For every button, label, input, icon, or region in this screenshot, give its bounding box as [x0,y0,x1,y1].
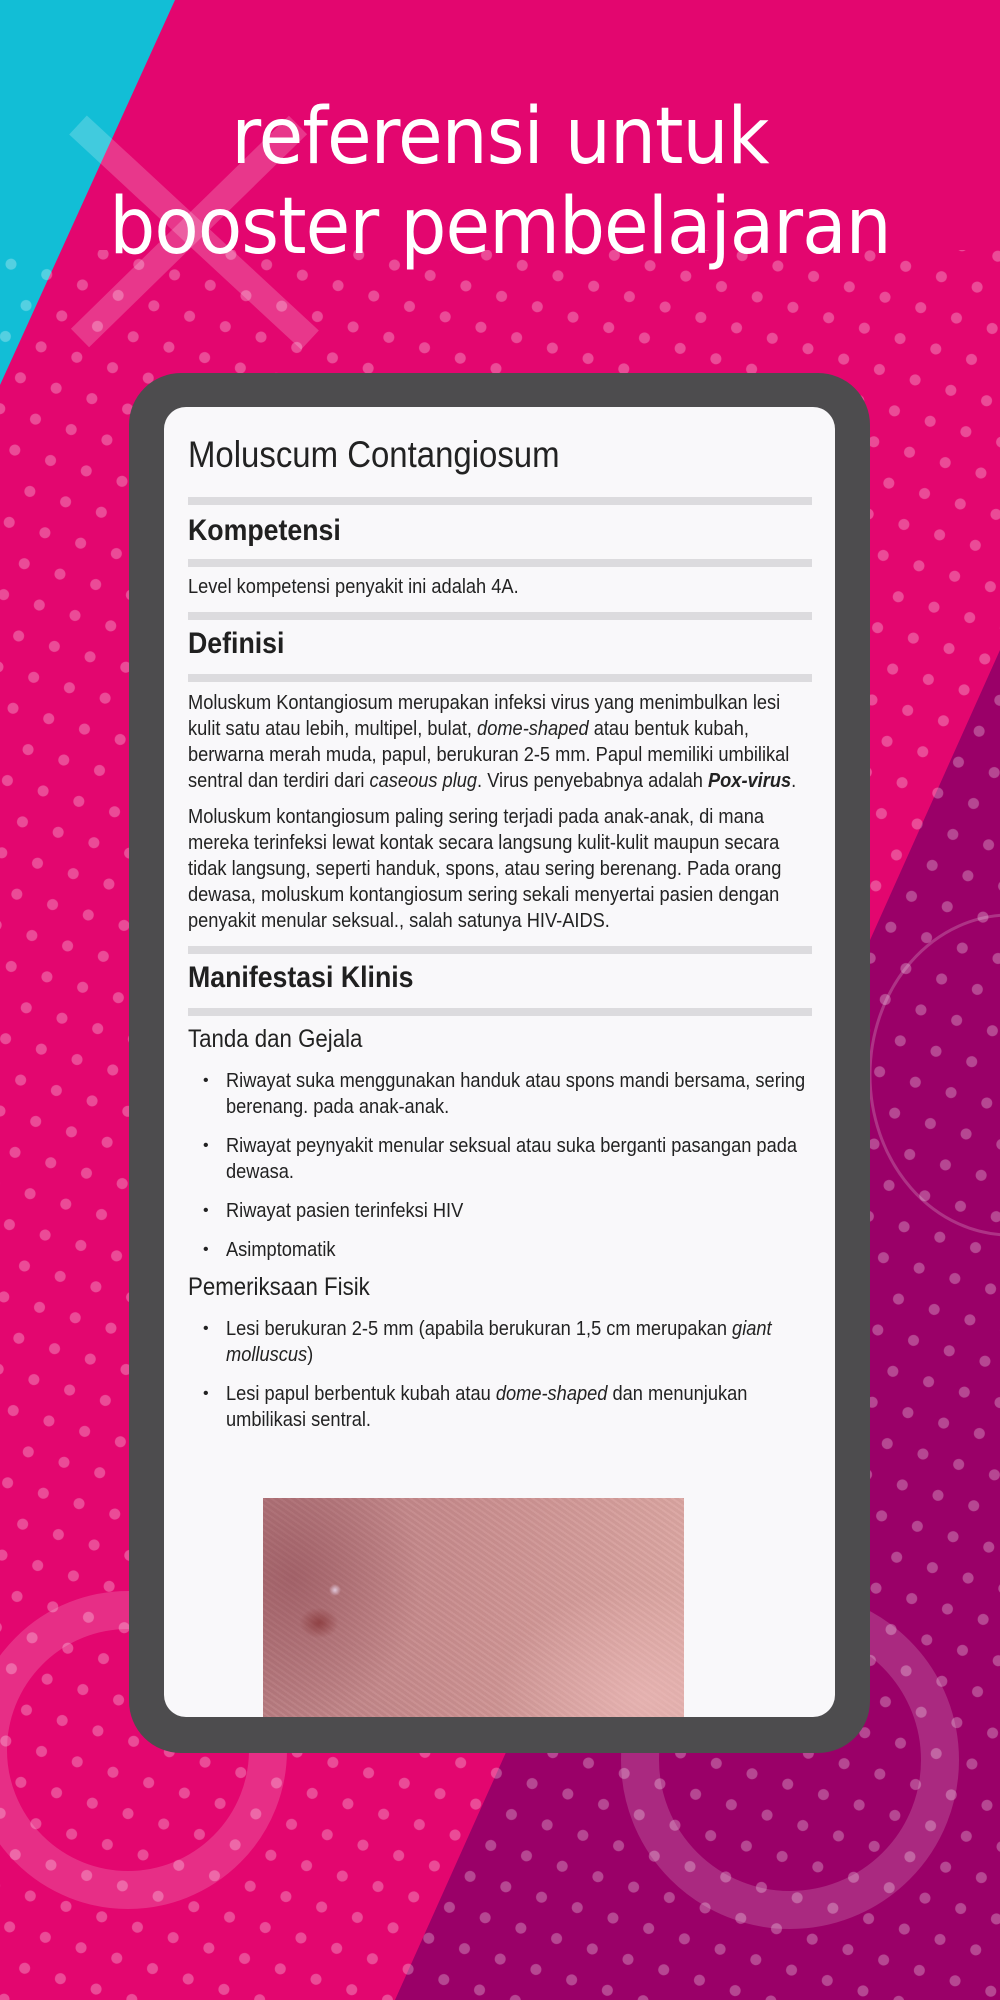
divider [188,497,812,505]
bullet-icon: • [203,1385,209,1402]
section-heading-definisi [188,626,812,662]
list-item [188,1381,812,1433]
subheading-tanda-gejala [188,1024,812,1054]
heading-text: Definisi [188,627,285,660]
list-item [188,1133,812,1185]
text-run: Moluskum Kontangiosum merupakan infeksi virus yang menimbulkan lesi kulit satu atau lebih, multipel, bulat, [188,691,781,740]
tanda-gejala-list [188,1068,812,1263]
list-item [188,1068,812,1120]
bullet-icon: • [203,1202,209,1219]
article-content [188,407,812,1446]
bullet-icon: • [203,1137,209,1154]
list-item-text: Asimptomatik [226,1238,336,1261]
bullet-icon: • [203,1241,209,1258]
headline-line-2: booster pembelajaran [109,182,891,272]
definisi-paragraph-2 [188,804,812,934]
phone-screen[interactable] [164,407,835,1717]
list-item-text: Riwayat suka menggunakan handuk atau spons mandi bersama, sering berenang. pada anak-anak. [226,1069,806,1118]
list-item-text: Riwayat peynyakit menular seksual atau suka berganti pasangan pada dewasa. [226,1134,798,1183]
skin-lesion-photo[interactable] [263,1498,684,1717]
text-run: . [791,769,797,792]
list-item-text: Riwayat pasien terinfeksi HIV [226,1199,464,1222]
definisi-paragraph-1 [188,690,812,794]
text-run: Lesi papul berbentuk kubah atau [226,1382,496,1405]
kompetensi-text [188,574,812,600]
subheading-pemeriksaan-fisik [188,1272,812,1302]
phone-frame [129,373,870,1753]
divider [188,559,812,567]
text-run: atau bentuk kubah, berwarna merah muda, papul, berukuran 2-5 mm. Papul memiliki umbilikal sentral dan terdiri dari [188,717,790,792]
list-item [188,1198,812,1224]
subheading-text: Pemeriksaan Fisik [188,1273,370,1301]
pemeriksaan-fisik-list [188,1316,812,1433]
section-heading-manifestasi [188,960,812,996]
paragraph-text: Moluskum kontangiosum paling sering terjadi pada anak-anak, di mana mereka terinfeksi lewat kontak secara langsung kulit-kulit maupun secara tidak langsung, seperti handuk, spons, atau sering berenang. Pada orang dewasa, moluskum kontangiosum sering sekali menyertai pasien dengan penyakit menular seksual., salah satunya HIV-AIDS. [188,805,782,932]
divider [188,1008,812,1016]
bullet-icon: • [203,1320,209,1337]
list-item [188,1316,812,1368]
headline-line-1: referensi untuk [231,92,769,182]
heading-text: Kompetensi [188,514,341,547]
divider [188,612,812,620]
section-heading-kompetensi [188,513,812,549]
article-title [188,433,812,477]
text-run: ) [307,1343,314,1366]
bold-italic-term: Pox-virus [707,769,792,792]
divider [188,946,812,954]
heading-text: Manifestasi Klinis [188,961,414,994]
bullet-icon: • [203,1072,209,1089]
text-run: . Virus penyebabnya adalah [477,769,708,792]
subheading-text: Tanda dan Gejala [188,1025,363,1053]
promo-headline [0,92,1000,272]
italic-term: caseous plug [369,769,478,792]
divider [188,674,812,682]
list-item [188,1237,812,1263]
article-title-text: Moluscum Contangiosum [188,434,560,475]
text-run: dan menunjukan umbilikasi sentral. [226,1382,748,1431]
text-run: Lesi berukuran 2-5 mm (apabila berukuran 1,5 cm merupakan [226,1317,733,1340]
italic-term: dome-shaped [477,717,589,740]
kompetensi-text-content: Level kompetensi penyakit ini adalah 4A. [188,575,519,598]
italic-term: giant molluscus [226,1317,772,1366]
italic-term: dome-shaped [495,1382,608,1405]
